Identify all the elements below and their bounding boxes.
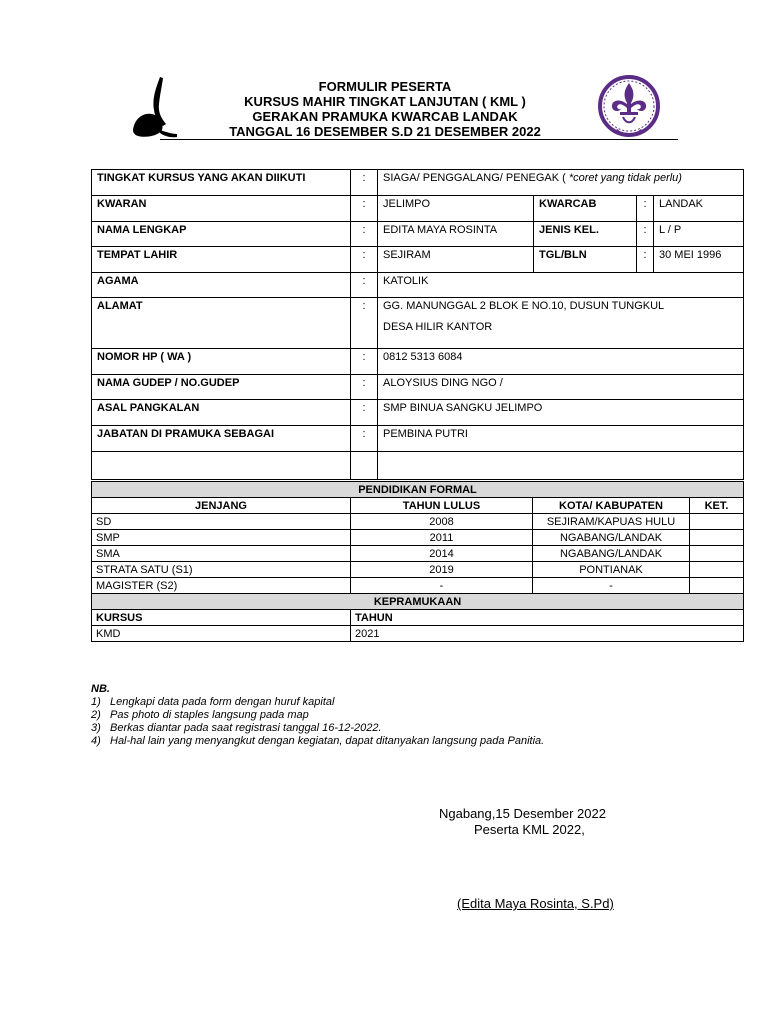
colon: : [351, 196, 378, 222]
nama-label: NAMA LENGKAP [92, 222, 351, 247]
tempat-lahir-label: TEMPAT LAHIR [92, 247, 351, 273]
colon: : [637, 222, 654, 247]
table-row [92, 247, 744, 273]
table-row [92, 514, 744, 530]
colon: : [351, 170, 378, 196]
alamat-line-2: DESA HILIR KANTOR [383, 321, 493, 333]
kota-cell[interactable]: PONTIANAK [533, 562, 690, 578]
table-row [92, 530, 744, 546]
table-row [92, 626, 744, 642]
jenjang-cell: STRATA SATU (S1) [92, 562, 351, 578]
colon: : [351, 349, 378, 375]
kwaran-label: KWARAN [92, 196, 351, 222]
pangkalan-label: ASAL PANGKALAN [92, 400, 351, 426]
colon: : [351, 247, 378, 273]
table-row [92, 196, 744, 222]
kwaran-field[interactable]: JELIMPO [378, 196, 534, 222]
kota-cell[interactable]: NGABANG/LANDAK [533, 530, 690, 546]
kursus-cell[interactable]: KMD [92, 626, 351, 642]
empty-cell [92, 452, 351, 480]
kepramukaan-title: KEPRAMUKAAN [92, 594, 744, 610]
tempat-lahir-field[interactable]: SEJIRAM [378, 247, 534, 273]
jenjang-cell: MAGISTER (S2) [92, 578, 351, 594]
colon: : [351, 400, 378, 426]
table-row [92, 562, 744, 578]
list-item [91, 735, 544, 748]
jabatan-field[interactable]: PEMBINA PUTRI [378, 426, 744, 452]
tgl-lahir-field[interactable]: 30 MEI 1996 [654, 247, 744, 273]
kwarcab-label: KWARCAB [534, 196, 637, 222]
tahun-cell[interactable]: 2008 [351, 514, 533, 530]
header-tahun: TAHUN [351, 610, 744, 626]
colon: : [637, 247, 654, 273]
jenis-kelamin-field[interactable]: L / P [654, 222, 744, 247]
jenjang-cell: SMP [92, 530, 351, 546]
table-row [92, 349, 744, 375]
table-row [92, 546, 744, 562]
table-row [92, 222, 744, 247]
empty-cell [351, 452, 378, 480]
pendidikan-table [91, 481, 744, 594]
colon: : [351, 222, 378, 247]
jenis-kelamin-label: JENIS KEL. [534, 222, 637, 247]
ket-cell[interactable] [690, 514, 744, 530]
hp-field[interactable]: 0812 5313 6084 [378, 349, 744, 375]
ket-cell[interactable] [690, 562, 744, 578]
header-organization: GERAKAN PRAMUKA KWARCAB LANDAK [252, 109, 518, 124]
header-kota: KOTA/ KABUPATEN [533, 498, 690, 514]
tgl-lahir-label: TGL/BLN [534, 247, 637, 273]
note-number: 3) [91, 722, 101, 734]
table-row [92, 400, 744, 426]
tahun-cell[interactable]: - [351, 578, 533, 594]
signature-place-date: Ngabang,15 Desember 2022 [439, 806, 606, 821]
form-header [180, 79, 590, 139]
kota-cell[interactable]: SEJIRAM/KAPUAS HULU [533, 514, 690, 530]
gudep-field[interactable]: ALOYSIUS DING NGO / [378, 375, 744, 400]
agama-field[interactable]: KATOLIK [378, 273, 744, 298]
header-kursus: KURSUS [92, 610, 351, 626]
pangkalan-field[interactable]: SMP BINUA SANGKU JELIMPO [378, 400, 744, 426]
empty-field[interactable] [378, 452, 744, 480]
scout-emblem-logo [596, 74, 662, 140]
jenjang-cell: SD [92, 514, 351, 530]
tingkat-note: *coret yang tidak perlu) [565, 172, 682, 184]
table-row [92, 170, 744, 196]
tingkat-field[interactable] [378, 170, 744, 196]
kepramukaan-header-row [92, 610, 744, 626]
header-title: FORMULIR PESERTA [318, 79, 452, 94]
participant-data-table [91, 169, 744, 480]
note-number: 4) [91, 735, 101, 747]
alamat-label: ALAMAT [92, 298, 351, 349]
hp-label: NOMOR HP ( WA ) [92, 349, 351, 375]
ket-cell[interactable] [690, 546, 744, 562]
header-jenjang: JENJANG [92, 498, 351, 514]
note-text: Berkas diantar pada saat registrasi tanggal 16-12-2022. [110, 722, 382, 734]
table-row [92, 452, 744, 480]
header-divider [160, 139, 678, 140]
signature-name: (Edita Maya Rosinta, S.Pd) [457, 896, 614, 911]
table-row [92, 375, 744, 400]
kwarcab-field[interactable]: LANDAK [654, 196, 744, 222]
tunas-kelapa-logo [130, 74, 180, 140]
colon: : [351, 298, 378, 349]
list-item [91, 696, 544, 709]
table-row [92, 578, 744, 594]
alamat-line-1: GG. MANUNGGAL 2 BLOK E NO.10, DUSUN TUNGKUL [383, 300, 665, 312]
jabatan-label: JABATAN DI PRAMUKA SEBAGAI [92, 426, 351, 452]
header-course: KURSUS MAHIR TINGKAT LANJUTAN ( KML ) [244, 94, 526, 109]
notes-title: NB. [91, 683, 110, 695]
tahun-cell[interactable]: 2019 [351, 562, 533, 578]
pendidikan-header-row [92, 498, 744, 514]
kota-cell[interactable]: - [533, 578, 690, 594]
signature-role: Peserta KML 2022, [474, 822, 585, 837]
note-text: Lengkapi data pada form dengan huruf kapital [110, 696, 335, 708]
list-item [91, 709, 544, 722]
header-ket: KET. [690, 498, 744, 514]
table-row [92, 298, 744, 349]
ket-cell[interactable] [690, 578, 744, 594]
header-dates: TANGGAL 16 DESEMBER S.D 21 DESEMBER 2022 [229, 124, 541, 139]
notes-section [91, 683, 544, 748]
alamat-field[interactable] [378, 298, 744, 349]
ket-cell[interactable] [690, 530, 744, 546]
jenjang-cell: SMA [92, 546, 351, 562]
colon: : [351, 426, 378, 452]
kursus-tahun-cell[interactable]: 2021 [351, 626, 744, 642]
note-number: 2) [91, 709, 101, 721]
table-row [92, 426, 744, 452]
tingkat-label: TINGKAT KURSUS YANG AKAN DIIKUTI [92, 170, 351, 196]
list-item [91, 722, 544, 735]
colon: : [351, 375, 378, 400]
agama-label: AGAMA [92, 273, 351, 298]
kota-cell[interactable]: NGABANG/LANDAK [533, 546, 690, 562]
tahun-cell[interactable]: 2011 [351, 530, 533, 546]
note-text: Pas photo di staples langsung pada map [110, 709, 309, 721]
note-text: Hal-hal lain yang menyangkut dengan kegiatan, dapat ditanyakan langsung pada Panitia. [110, 735, 545, 747]
tahun-cell[interactable]: 2014 [351, 546, 533, 562]
gudep-label: NAMA GUDEP / NO.GUDEP [92, 375, 351, 400]
colon: : [351, 273, 378, 298]
tingkat-value: SIAGA/ PENGGALANG/ PENEGAK ( [383, 172, 566, 184]
pendidikan-title: PENDIDIKAN FORMAL [92, 482, 744, 498]
note-number: 1) [91, 696, 101, 708]
nama-field[interactable]: EDITA MAYA ROSINTA [378, 222, 534, 247]
header-tahun-lulus: TAHUN LULUS [351, 498, 533, 514]
colon: : [637, 196, 654, 222]
table-row [92, 273, 744, 298]
kepramukaan-table [91, 593, 744, 642]
